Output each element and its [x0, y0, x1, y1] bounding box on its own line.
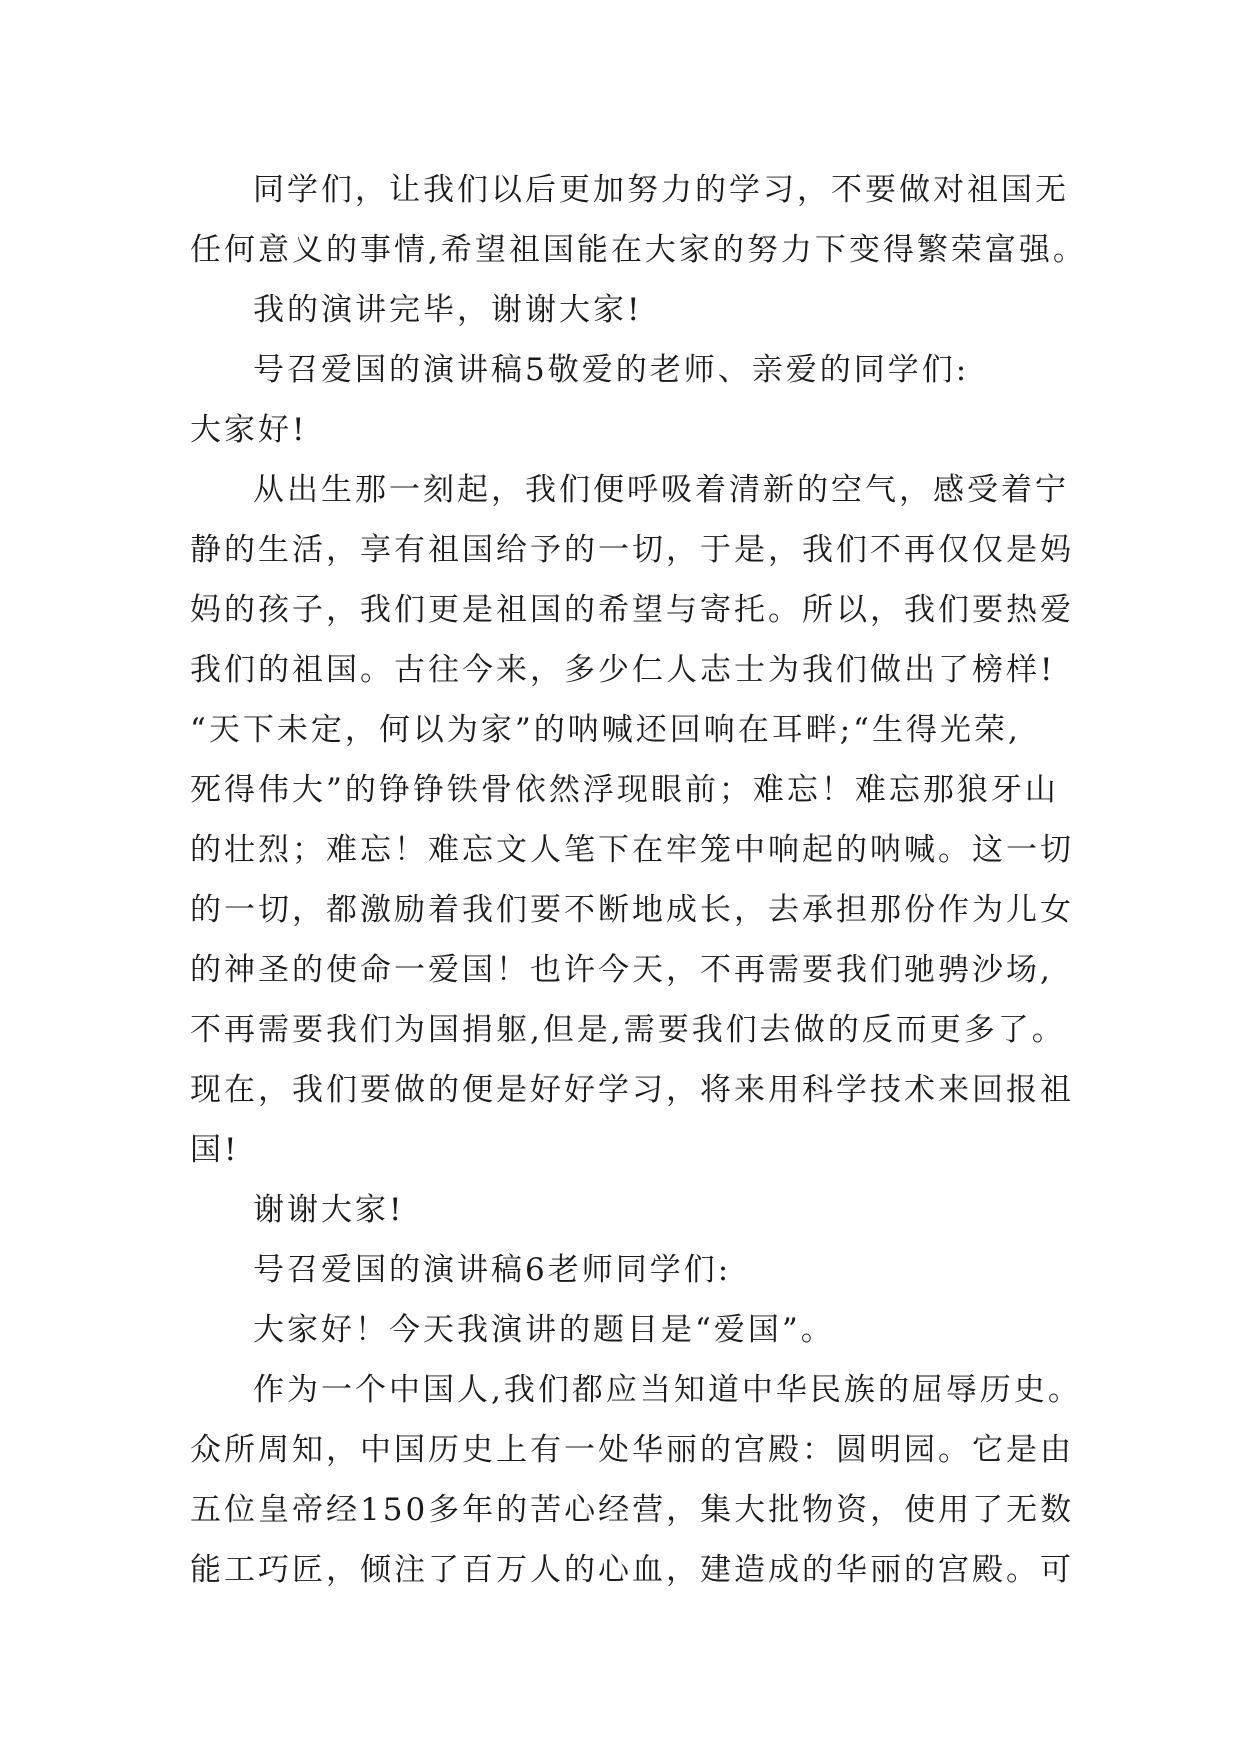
paragraph-line: 妈的孩子，我们更是祖国的希望与寄托。所以，我们要热爱 — [190, 592, 1074, 628]
section-heading: 号召爱国的演讲稿5敬爱的老师、亲爱的同学们: — [253, 352, 970, 388]
paragraph-line: 现在，我们要做的便是好好学习，将来用科学技术来回报祖 — [190, 1072, 1074, 1108]
document-body — [190, 160, 1087, 1600]
paragraph-line: 我的演讲完毕，谢谢大家! — [253, 292, 643, 328]
paragraph-line: 众所周知，中国历史上有一处华丽的宫殿：圆明园。它是由 — [190, 1432, 1074, 1468]
paragraph-line: 国! — [190, 1132, 240, 1168]
section-heading: 号召爱国的演讲稿6老师同学们: — [253, 1252, 732, 1288]
paragraph-line: 的一切，都激励着我们要不断地成长，去承担那份作为儿女 — [190, 892, 1074, 928]
paragraph-line: “天下未定，何以为家”的呐喊还回响在耳畔;“生得光荣, — [190, 712, 1021, 748]
paragraph-line: 五位皇帝经150多年的苦心经营，集大批物资，使用了无数 — [190, 1492, 1075, 1528]
greeting-line: 大家好! — [190, 412, 308, 448]
paragraph-line: 静的生活，享有祖国给予的一切，于是，我们不再仅仅是妈 — [190, 532, 1074, 568]
paragraph-line: 我们的祖国。古往今来，多少仁人志士为我们做出了榜样! — [190, 652, 1056, 688]
paragraph-line: 的壮烈；难忘！难忘文人笔下在牢笼中响起的呐喊。这一切 — [190, 832, 1074, 868]
paragraph-line: 同学们，让我们以后更加努力的学习，不要做对祖国无 — [253, 172, 1069, 208]
paragraph-line: 的神圣的使命一爱国！也许今天，不再需要我们驰骋沙场, — [190, 952, 1053, 988]
paragraph-line: 死得伟大”的铮铮铁骨依然浮现眼前；难忘！难忘那狼牙山 — [190, 772, 1059, 808]
paragraph-line: 谢谢大家! — [253, 1192, 405, 1228]
paragraph-line: 作为一个中国人,我们都应当知道中华民族的屈辱历史。 — [253, 1372, 1082, 1408]
greeting-line: 大家好！今天我演讲的题目是“爱国”。 — [253, 1312, 835, 1348]
paragraph-line: 任何意义的事情,希望祖国能在大家的努力下变得繁荣富强。 — [190, 232, 1087, 268]
paragraph-line: 不再需要我们为国捐躯,但是,需要我们去做的反而更多了。 — [190, 1012, 1066, 1048]
paragraph-line: 能工巧匠，倾注了百万人的心血，建造成的华丽的宫殿。可 — [190, 1552, 1074, 1588]
paragraph-line: 从出生那一刻起，我们便呼吸着清新的空气，感受着宁 — [253, 472, 1069, 508]
